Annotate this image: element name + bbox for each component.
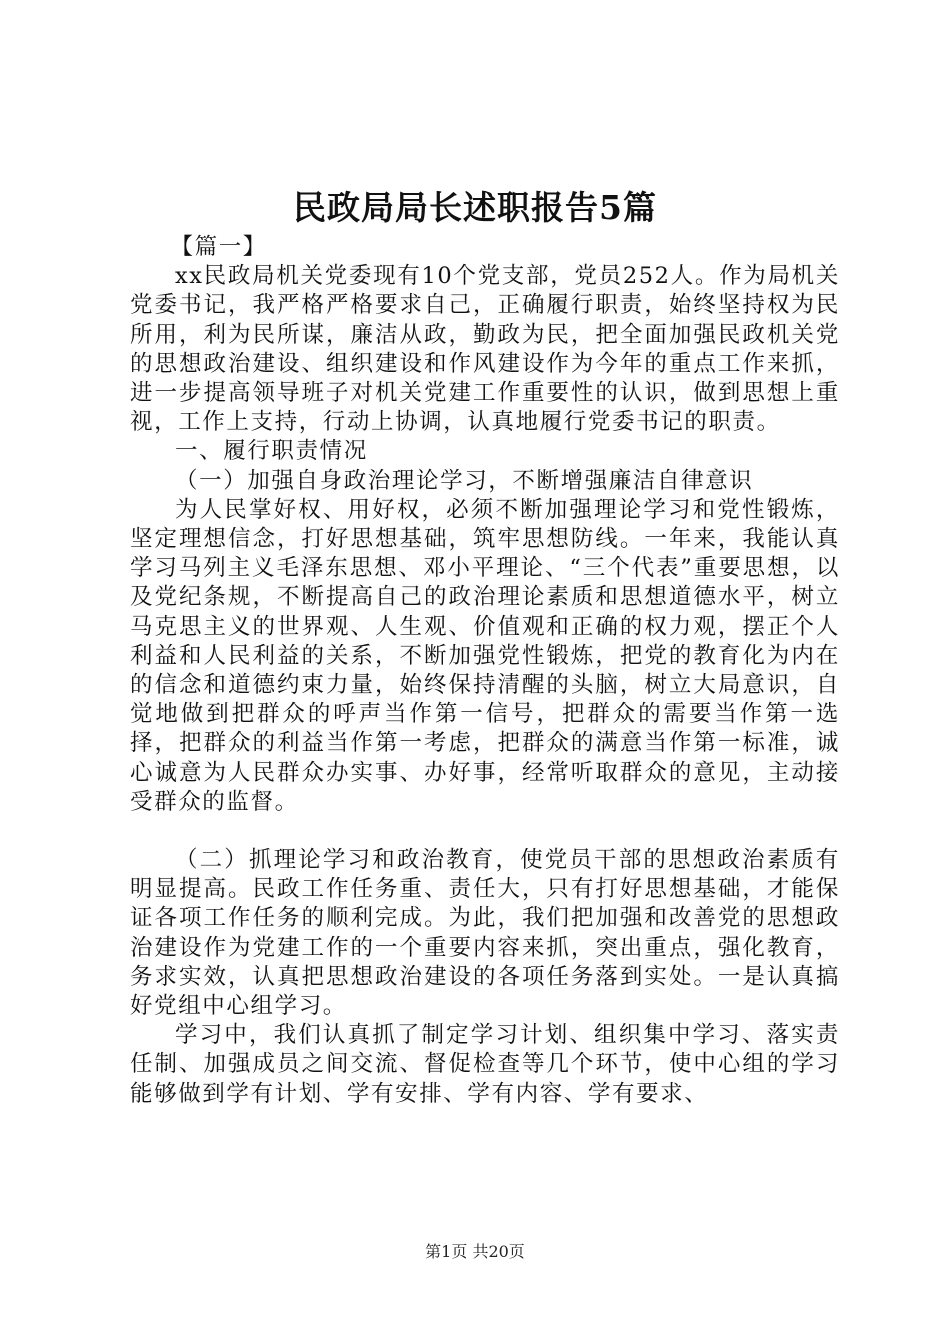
heading-duty-performance: 一、履行职责情况	[175, 438, 368, 465]
paragraph-intro: xx民政局机关党委现有10个党支部，党员252人。作为局机关党委书记，我严格严格要求自己，正确履行职责，始终坚持权为民所用，利为民所谋，廉洁从政，勤政为民，把全面加强民政机关党的思想政治建设、组织建设和作风建设作为今年的重点工作来抓，进一步提高领导班子对机关党建工作重要性的认识，做到思想上重视，工作上支持，行动上协调，认真地履行党委书记的职责。	[130, 263, 840, 436]
paragraph-theory-education: （二）抓理论学习和政治教育，使党员干部的思想政治素质有明显提高。民政工作任务重、责任大，只有打好思想基础，才能保证各项工作任务的顺利完成。为此，我们把加强和改善党的思想政治建设作为党建工作的一个重要内容来抓，突出重点，强化教育，务求实效，认真把思想政治建设的各项任务落到实处。一是认真搞好党组中心组学习。	[130, 847, 840, 1020]
section-heading-part-one: 【篇一】	[170, 234, 267, 260]
paragraph-study-process: 学习中，我们认真抓了制定学习计划、组织集中学习、落实责任制、加强成员之间交流、督促检查等几个环节，使中心组的学习能够做到学有计划、学有安排、学有内容、学有要求、	[130, 1022, 840, 1107]
paragraph-political-study: 为人民掌好权、用好权，必须不断加强理论学习和党性锻炼，坚定理想信念，打好思想基础，筑牢思想防线。一年来，我能认真学习马列主义毛泽东思想、邓小平理论、“三个代表”重要思想，以及党纪条规，不断提高自己的政治理论素质和思想道德水平，树立马克思主义的世界观、人生观、价值观和正确的权力观，摆正个人利益和人民利益的关系，不断加强党性锻炼，把党的教育化为内在的信念和道德约束力量，始终保持清醒的头脑，树立大局意识，自觉地做到把群众的呼声当作第一信号，把群众的需要当作第一选择，把群众的利益当作第一考虑，把群众的满意当作第一标准，诚心诚意为人民群众办实事、办好事，经常听取群众的意见，主动接受群众的监督。	[130, 496, 840, 815]
page-footer: 第1页 共20页	[425, 1242, 525, 1261]
document-title: 民政局局长述职报告5篇	[293, 188, 657, 227]
document-body	[130, 233, 840, 1109]
subheading-political-study: （一）加强自身政治理论学习，不断增强廉洁自律意识	[175, 467, 754, 494]
